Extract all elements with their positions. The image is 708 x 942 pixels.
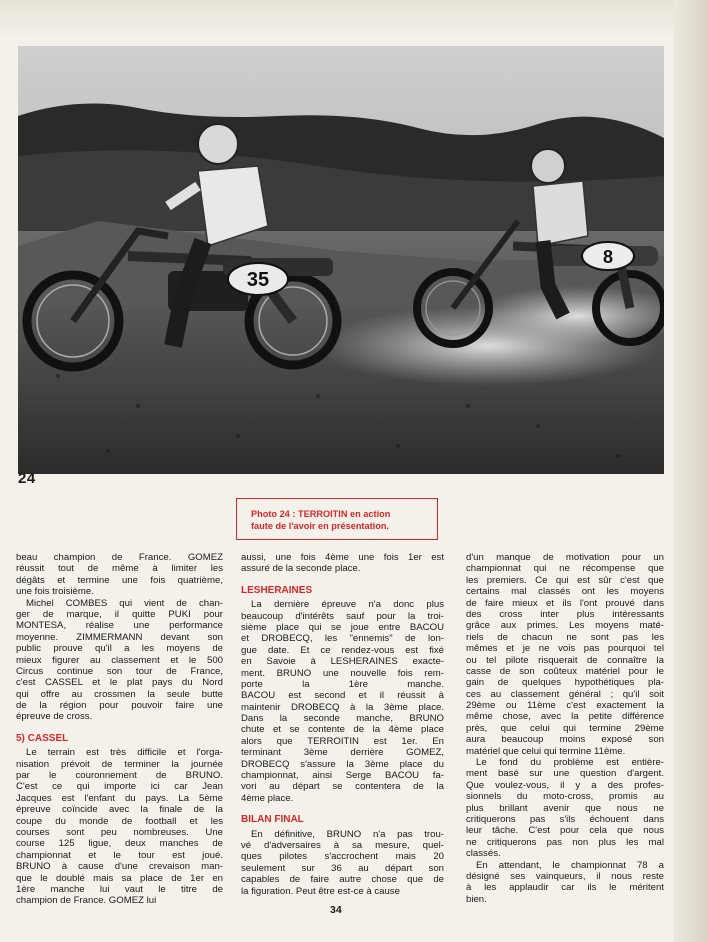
text-line: ne critiquerons pas non plus les mal <box>466 836 664 848</box>
page-number: 34 <box>330 904 342 916</box>
text-line: mieux figurer au classement et le 500 <box>16 654 223 666</box>
text-line: matériel que celui qui termine 11ème. <box>466 745 626 757</box>
section-heading: 5) CASSEL <box>16 732 69 744</box>
text-line: BRUNO à cause d'une crevaison man- <box>16 861 223 873</box>
text-line: course 125 ligue, deux manches de <box>16 838 223 850</box>
text-line: Le terrain est très difficile et l'orga- <box>26 747 223 759</box>
text-line: les premiers. Ce qui est sûr c'est que <box>466 574 664 586</box>
text-line: sième place qui se joue entre BACOU <box>241 621 444 633</box>
text-line: seulement sur 36 au départ son <box>241 862 444 874</box>
text-line: casse de son coûteux matériel pour le <box>466 665 664 677</box>
text-line: ger de marque, il quitte PUKI pour <box>16 608 223 620</box>
photo-caption-box <box>236 498 438 540</box>
text-line: plus brillant avenir que nous ne <box>466 802 664 814</box>
caption-line: Photo 24 : TERROITIN en action <box>251 509 391 519</box>
text-line: sionnels du moto-cross, promis au <box>466 791 664 803</box>
text-line: certains mal classés ont les moyens <box>466 586 664 598</box>
text-line: Que voulez-vous, il y a des profes- <box>466 779 664 791</box>
text-line: dégâts et termine une fois quatrième, <box>16 574 223 586</box>
text-line: la figuration. Peut être est-ce à cause <box>241 885 400 897</box>
text-line: C'est ce qui importe ici car Jean <box>16 781 223 793</box>
text-line: et DROBECQ, les "ennemis" de lon- <box>241 633 444 645</box>
text-line: ment basé sur une question d'argent. <box>466 768 664 780</box>
text-line: beau champion de France. GOMEZ <box>16 552 223 563</box>
text-line: BACOU est second et il réussit à <box>241 690 444 702</box>
text-line: courses sont peu nombreuses. Une <box>16 827 223 838</box>
text-line: réussit tout de même à limiter les <box>16 563 223 575</box>
text-line: que le doublé mais sa place de 1er en <box>16 872 223 884</box>
text-line: La dernière épreuve n'a donc plus <box>251 599 444 611</box>
page-right-edge <box>674 0 708 942</box>
text-column-3 <box>466 552 664 905</box>
text-line: ques pilotes s'accrochent mais 20 <box>241 851 444 863</box>
text-line: coupe du monde de football et les <box>16 815 223 827</box>
text-column-2 <box>241 552 444 897</box>
text-line: à les applaudir car ils le méritent <box>466 882 664 894</box>
figure-number: 24 <box>18 470 36 487</box>
text-line: DROBECQ s'assure la 3ème place du <box>241 758 444 770</box>
text-line: grâce aux primes. Les moyens maté- <box>466 620 664 632</box>
text-line: porte la 1ère manche. <box>241 678 444 690</box>
text-line: de la région pour pouvoir faire une <box>16 700 223 712</box>
motocross-photo <box>18 46 664 474</box>
text-line: 29ème ou 11ème c'est exactement la <box>466 700 664 712</box>
text-line: En définitive, BRUNO n'a pas trou- <box>251 828 444 840</box>
text-line: bien. <box>466 893 487 905</box>
text-line: En attendant, le championnat 78 a <box>476 859 664 871</box>
text-line: en Savoie à LESHERAINES exacte- <box>241 656 444 668</box>
caption-line: faute de l'avoir en présentation. <box>251 521 389 531</box>
text-line: assuré de la seconde place. <box>241 563 361 575</box>
text-line: MONTESA, réalise une performance <box>16 620 223 632</box>
text-line: alors que TERROITIN est 1er. En <box>241 735 444 747</box>
text-line: capables de faire autre chose que de <box>241 874 444 886</box>
text-line: championnat, ainsi Serge BACOU fa- <box>241 770 444 782</box>
text-line: classés. <box>466 848 501 860</box>
text-line: terminant 3ème derrière GOMEZ, <box>241 747 444 759</box>
text-line: 4ème place. <box>241 792 294 804</box>
rider-number-8: 8 <box>602 247 614 267</box>
text-line: beaucoup d'intérêts sauf pour la troi- <box>241 610 444 622</box>
text-line: une fois troisième. <box>16 586 94 598</box>
text-line: aussi, une fois 4ème une fois 1er est <box>241 552 444 563</box>
text-line: ment. BRUNO une nouvelle fois rem- <box>241 667 444 679</box>
section-heading: LESHERAINES <box>241 584 313 596</box>
text-line: Jacques est l'enfant du pays. La 5ème <box>16 792 223 804</box>
text-line: par le couronnement de BRUNO. <box>16 770 223 782</box>
text-line: Le fond du problème est entière- <box>476 757 664 769</box>
text-line: championnat et le tour est joué. <box>16 849 223 861</box>
page-top-edge <box>0 0 708 40</box>
text-line: 1ère manche lui vaut le titre de <box>16 883 223 895</box>
text-line: désigné ses vainqueurs, il nous reste <box>466 870 664 882</box>
text-line: qui offre au crossmen la seule butte <box>16 688 223 700</box>
text-line: championnat qui ne récompense que <box>466 563 664 575</box>
text-line: public prouve qu'il a les moyens de <box>16 643 223 655</box>
text-line: même chose, avec la petite différence <box>466 711 664 723</box>
rider-number-35: 35 <box>246 269 270 291</box>
text-line: maintenir DROBECQ à la 3ème place. <box>241 701 444 713</box>
text-line: mêmes et je ne vois pas pourquoi tel <box>466 643 664 655</box>
text-line: nisation prévoit de terminer la journée <box>16 758 223 770</box>
text-line: près, que celui qui termine 29ème <box>466 722 664 734</box>
text-line: ces au classement général ; qu'il soit <box>466 688 664 700</box>
text-line: des cross inter plus intéressants <box>466 608 664 620</box>
text-line: gain de quelques hypothétiques pla- <box>466 677 664 689</box>
text-line: Dans la seconde manche, BRUNO <box>241 713 444 725</box>
text-line: c'est CASSEL et le plat pays du Nord <box>16 677 223 689</box>
section-heading: BILAN FINAL <box>241 814 304 826</box>
text-line: gue date. Et ce rendez-vous est fixé <box>241 644 444 656</box>
text-line: aura beaucoup moins exposé son <box>466 734 664 746</box>
text-line: Michel COMBES qui vient de chan- <box>26 597 223 609</box>
text-line: épreuve de cross. <box>16 711 93 723</box>
text-line: chute et se contente de la 4ème place <box>241 724 444 736</box>
text-line: de faire mieux et ils l'ont prouvé dans <box>466 597 664 609</box>
text-line: riels de chacun ne sont pas les <box>466 631 664 643</box>
text-column-1 <box>16 552 223 907</box>
text-line: épreuve coïncide avec la finale de la <box>16 804 223 816</box>
text-line: vé d'adversaires à sa mesure, quel- <box>241 840 444 852</box>
text-line: ou tel pilote risquerait de connaître la <box>466 654 664 666</box>
text-line: Circus continue son tour de France, <box>16 665 223 677</box>
text-line: moyenne. ZIMMERMANN devant son <box>16 631 223 643</box>
text-line: d'un manque de motivation pour un <box>466 552 664 563</box>
text-line: leur tâche. C'est pour cela que nous <box>466 825 664 837</box>
text-line: critiquerons pas s'ils échouent dans <box>466 813 664 825</box>
text-line: vori au départ se contentera de la <box>241 781 444 793</box>
text-line: champion de France. GOMEZ lui <box>16 895 157 907</box>
